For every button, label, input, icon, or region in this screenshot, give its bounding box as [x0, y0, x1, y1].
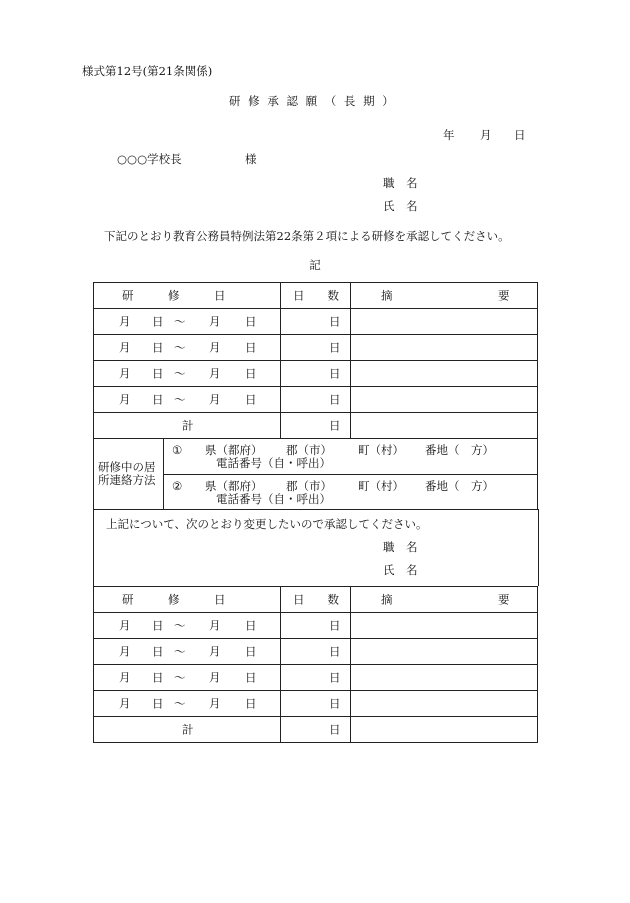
- header-summary-b: 要: [498, 591, 510, 606]
- day-label: 日: [152, 339, 164, 354]
- day-label: 日: [245, 365, 257, 380]
- table-row: [94, 309, 538, 335]
- contact-label-line2: 所連絡方法: [98, 473, 156, 487]
- form-number: 様式第12号(第21条関係): [82, 64, 213, 78]
- addressee: ○○○学校長: [117, 152, 182, 166]
- entry-number: ①: [172, 443, 183, 457]
- days-unit: 日: [329, 643, 341, 658]
- applicant-position-label: 職 名: [383, 176, 418, 190]
- change-request-block: [93, 509, 539, 586]
- form-title: 研 修 承 認 願 （ 長 期 ）: [229, 94, 396, 108]
- tilde: 〜: [174, 313, 186, 328]
- county-label: 郡（市）: [286, 443, 332, 457]
- month-label: 月: [119, 365, 131, 380]
- days-unit: 日: [329, 339, 341, 354]
- town-label: 町（村）: [358, 479, 404, 493]
- month-label: 月: [119, 669, 131, 684]
- month-label: 月: [119, 695, 131, 710]
- days-unit: 日: [329, 721, 341, 736]
- change-name-label: 氏 名: [383, 563, 418, 577]
- total-row: [94, 413, 538, 439]
- days-unit: 日: [329, 391, 341, 406]
- ki-heading: 記: [309, 258, 321, 272]
- entry-number: ②: [172, 479, 183, 493]
- days-unit: 日: [329, 313, 341, 328]
- days-unit: 日: [329, 365, 341, 380]
- applicant-name-label: 氏 名: [383, 199, 418, 213]
- month-label: 月: [209, 617, 221, 632]
- day-label: 日: [245, 669, 257, 684]
- day-label: 日: [152, 313, 164, 328]
- summary-cell[interactable]: [351, 413, 538, 439]
- days-unit: 日: [329, 417, 341, 432]
- table-row: [94, 335, 538, 361]
- summary-cell[interactable]: [351, 361, 538, 387]
- month-label: 月: [209, 391, 221, 406]
- summary-cell[interactable]: [351, 387, 538, 413]
- table-header-row: [94, 587, 538, 613]
- month-label: 月: [209, 695, 221, 710]
- summary-cell[interactable]: [351, 309, 538, 335]
- day-label: 日: [152, 643, 164, 658]
- days-unit: 日: [329, 669, 341, 684]
- header-period: 研 修 日: [122, 287, 226, 302]
- day-label: 日: [245, 313, 257, 328]
- total-label: 計: [182, 417, 194, 432]
- table-row: [94, 691, 538, 717]
- summary-cell[interactable]: [351, 335, 538, 361]
- header-days: 日 数: [293, 591, 339, 606]
- prefecture-label: 県（都府）: [205, 443, 263, 457]
- date-day-label: 日: [514, 128, 526, 142]
- table-row: [94, 387, 538, 413]
- table-header-row: [94, 283, 538, 309]
- days-unit: 日: [329, 695, 341, 710]
- day-label: 日: [245, 643, 257, 658]
- tilde: 〜: [174, 643, 186, 658]
- month-label: 月: [119, 339, 131, 354]
- training-period-table: [93, 282, 538, 439]
- prefecture-label: 県（都府）: [205, 479, 263, 493]
- phone-label: 電話番号（自・呼出）: [216, 456, 331, 470]
- summary-cell[interactable]: [351, 613, 538, 639]
- change-position-label: 職 名: [383, 540, 418, 554]
- changed-training-period-table: [93, 586, 538, 743]
- table-row: [94, 613, 538, 639]
- month-label: 月: [119, 313, 131, 328]
- addressee-suffix: 様: [245, 152, 257, 166]
- contact-entry-1[interactable]: [164, 439, 538, 475]
- table-row: [94, 665, 538, 691]
- days-unit: 日: [329, 617, 341, 632]
- month-label: 月: [209, 365, 221, 380]
- day-label: 日: [152, 365, 164, 380]
- date-month-label: 月: [480, 128, 492, 142]
- day-label: 日: [152, 695, 164, 710]
- address-number-label: 番地（ 方）: [425, 443, 494, 457]
- day-label: 日: [245, 391, 257, 406]
- summary-cell[interactable]: [351, 665, 538, 691]
- county-label: 郡（市）: [286, 479, 332, 493]
- header-summary-a: 摘: [381, 591, 393, 606]
- header-period: 研 修 日: [122, 591, 226, 606]
- day-label: 日: [152, 669, 164, 684]
- month-label: 月: [209, 313, 221, 328]
- month-label: 月: [209, 643, 221, 658]
- header-summary-a: 摘: [381, 287, 393, 302]
- date-year-label: 年: [443, 128, 455, 142]
- total-label: 計: [182, 721, 194, 736]
- month-label: 月: [209, 339, 221, 354]
- header-days: 日 数: [293, 287, 339, 302]
- tilde: 〜: [174, 339, 186, 354]
- tilde: 〜: [174, 365, 186, 380]
- tilde: 〜: [174, 669, 186, 684]
- contact-table: [93, 438, 538, 510]
- month-label: 月: [119, 643, 131, 658]
- month-label: 月: [209, 669, 221, 684]
- tilde: 〜: [174, 617, 186, 632]
- day-label: 日: [152, 617, 164, 632]
- table-row: [94, 361, 538, 387]
- day-label: 日: [245, 695, 257, 710]
- request-text: 下記のとおり教育公務員特例法第22条第２項による研修を承認してください。: [104, 229, 510, 243]
- contact-label-line1: 研修中の居: [98, 460, 156, 474]
- phone-label: 電話番号（自・呼出）: [216, 492, 331, 506]
- day-label: 日: [245, 617, 257, 632]
- tilde: 〜: [174, 695, 186, 710]
- tilde: 〜: [174, 391, 186, 406]
- summary-cell[interactable]: [351, 691, 538, 717]
- change-request-text: 上記について、次のとおり変更したいので承認してください。: [106, 517, 428, 531]
- total-row: [94, 717, 538, 743]
- address-number-label: 番地（ 方）: [425, 479, 494, 493]
- table-row: [94, 639, 538, 665]
- month-label: 月: [119, 617, 131, 632]
- day-label: 日: [152, 391, 164, 406]
- town-label: 町（村）: [358, 443, 404, 457]
- summary-cell[interactable]: [351, 639, 538, 665]
- summary-cell[interactable]: [351, 717, 538, 743]
- contact-entry-2[interactable]: [164, 475, 538, 510]
- day-label: 日: [245, 339, 257, 354]
- month-label: 月: [119, 391, 131, 406]
- header-summary-b: 要: [498, 287, 510, 302]
